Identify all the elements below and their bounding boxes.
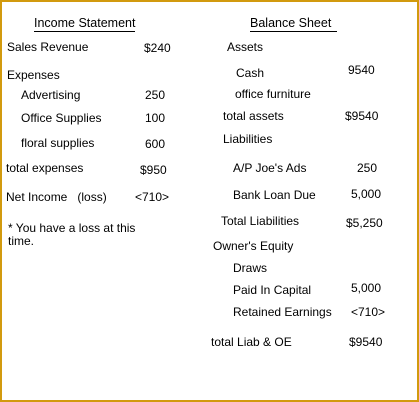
cash-value: 9540: [348, 63, 375, 77]
paid-in-capital-label: Paid In Capital: [233, 283, 312, 297]
income-statement-title: Income Statement: [34, 16, 136, 30]
owners-equity-label: Owner's Equity: [213, 239, 294, 253]
floral-supplies-value: 600: [145, 137, 166, 151]
total-assets-label: total assets: [223, 109, 284, 123]
bank-loan-label: Bank Loan Due: [233, 188, 316, 202]
paid-in-capital-value: 5,000: [351, 281, 382, 295]
total-assets-value: $9540: [345, 109, 379, 123]
balance-sheet-title: Balance Sheet: [250, 16, 337, 32]
loss-note: * You have a loss at this time.: [8, 221, 136, 248]
total-liab-oe-value: $9540: [349, 335, 383, 349]
total-liabilities-label: Total Liabilities: [221, 214, 300, 228]
office-supplies-label: Office Supplies: [21, 111, 102, 125]
assets-label: Assets: [227, 40, 264, 54]
net-income-label: Net Income (loss): [6, 190, 107, 204]
total-expenses-value: $950: [140, 163, 167, 177]
cash-label: Cash: [236, 66, 265, 80]
sales-revenue-value: $240: [144, 41, 171, 55]
total-liab-oe-label: total Liab & OE: [211, 335, 292, 349]
draws-label: Draws: [233, 261, 268, 275]
liabilities-label: Liabilities: [223, 132, 273, 146]
advertising-value: 250: [145, 88, 166, 102]
retained-earnings-label: Retained Earnings: [233, 305, 332, 319]
sales-revenue-label: Sales Revenue: [7, 40, 89, 54]
total-expenses-label: total expenses: [6, 161, 84, 175]
total-liabilities-value: $5,250: [346, 216, 383, 230]
ap-joes-ads-label: A/P Joe's Ads: [233, 161, 307, 175]
net-income-value: <710>: [135, 190, 170, 204]
bank-loan-value: 5,000: [351, 187, 382, 201]
advertising-label: Advertising: [21, 88, 81, 102]
office-supplies-value: 100: [145, 111, 166, 125]
ap-joes-ads-value: 250: [357, 161, 378, 175]
retained-earnings-value: <710>: [351, 305, 386, 319]
office-furniture-label: office furniture: [235, 87, 311, 101]
expenses-label: Expenses: [7, 68, 60, 82]
floral-supplies-label: floral supplies: [21, 136, 95, 150]
